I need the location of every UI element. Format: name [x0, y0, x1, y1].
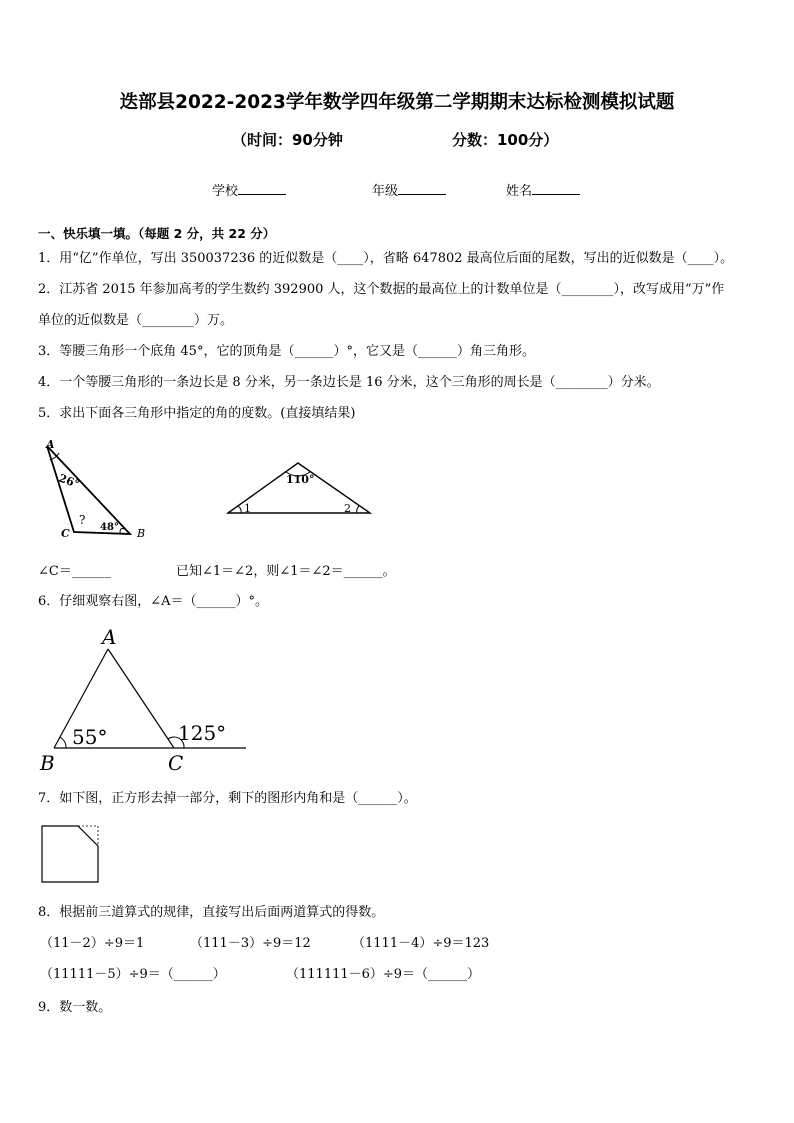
vertex-a-label: A [102, 625, 117, 649]
equation-4: （11111－5）÷9＝（______） [40, 967, 226, 982]
grade-blank[interactable] [398, 182, 446, 195]
section-heading: 一、快乐填一填。（每题 2 分，共 22 分） [38, 226, 276, 241]
angle-2-label: 2 [344, 502, 351, 515]
question-5-answer-c: ∠C＝______ [38, 564, 111, 579]
equation-2: （111－3）÷9＝12 [190, 936, 311, 951]
angle-c-value: ? [79, 513, 86, 527]
triangle-abc-shape [47, 446, 130, 534]
question-5: 5．求出下面各三角形中指定的角的度数。(直接填结果) [38, 406, 356, 421]
exterior-angle-value: 125° [178, 721, 227, 745]
angle-2-arc [357, 506, 359, 513]
angle-b-value: 55° [72, 725, 108, 749]
question-2-line-1: 2．江苏省 2015 年参加高考的学生数约 392900 人，这个数据的最高位上的计数单位是（________），改写成用“万”作 [38, 282, 725, 297]
school-blank[interactable] [238, 182, 286, 195]
angle-1-arc [238, 506, 241, 513]
equation-5: （111111－6）÷9＝（______） [286, 967, 481, 982]
grade-field [372, 180, 446, 199]
apex-angle-value: 110° [286, 473, 315, 486]
name-label: 姓名 [506, 184, 533, 199]
vertex-c-label: C [61, 527, 70, 540]
angle-b-arc [60, 737, 66, 748]
vertex-c-label: C [168, 751, 184, 775]
school-label: 学校 [212, 184, 239, 199]
name-blank[interactable] [532, 182, 580, 195]
question-1: 1．用“亿”作单位，写出 350037236 的近似数是（____），省略 647802 最高位后面的尾数，写出的近似数是（____）。 [38, 251, 734, 266]
question-7: 7．如下图，正方形去掉一部分，剩下的图形内角和是（______）。 [38, 791, 417, 806]
question-8: 8．根据前三道算式的规律，直接写出后面两道算式的得数。 [38, 905, 385, 920]
angle-1-label: 1 [244, 502, 251, 515]
question-6: 6．仔细观察右图，∠A＝（______）°。 [38, 594, 269, 609]
question-3: 3．等腰三角形一个底角 45°，它的顶角是（______）°，它又是（______）角三角形。 [38, 344, 535, 359]
equation-3: （1111－4）÷9＝123 [352, 936, 490, 951]
vertex-b-label: B [137, 527, 146, 540]
question-5-answer-angles: 已知∠1＝∠2，则∠1＝∠2＝______。 [176, 564, 396, 579]
triangle-figure-exterior-angle [36, 624, 256, 776]
cut-square-figure [40, 824, 102, 886]
cut-square-shape [42, 826, 98, 882]
vertex-b-label: B [40, 751, 55, 775]
name-field [506, 180, 580, 199]
question-2-line-2: 单位的近似数是（________）万。 [38, 313, 234, 328]
angle-a-value: 26° [56, 471, 81, 491]
school-field [212, 180, 286, 199]
exam-score: 分数：100分） [452, 131, 559, 149]
angle-b-value: 48° [100, 522, 119, 533]
question-9: 9．数一数。 [38, 1000, 112, 1015]
triangle-figure-110 [222, 458, 377, 520]
side-ac [108, 649, 174, 748]
equation-1: （11－2）÷9＝1 [40, 936, 145, 951]
page-title: 迭部县2022-2023学年数学四年级第二学期期末达标检测模拟试题 [119, 92, 675, 113]
vertex-a-label: A [46, 438, 55, 451]
angle-b-arc [120, 529, 124, 534]
grade-label: 年级 [372, 184, 399, 199]
question-4: 4．一个等腰三角形的一条边长是 8 分米，另一条边长是 16 分米，这个三角形的周长是（________）分米。 [38, 375, 660, 390]
triangle-figure-abc [36, 436, 156, 546]
exam-time: （时间：90分钟 [232, 131, 343, 149]
